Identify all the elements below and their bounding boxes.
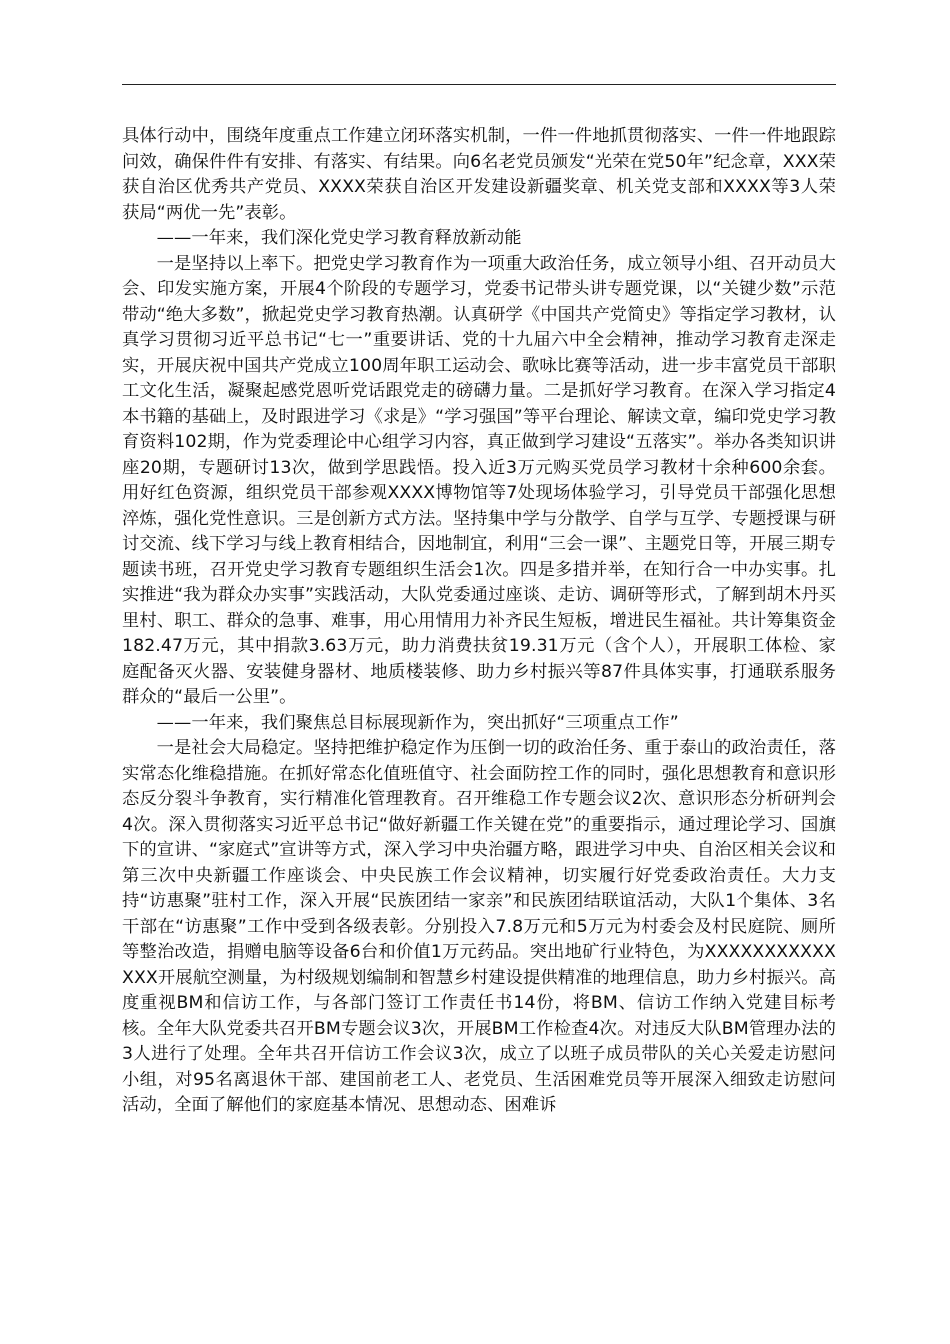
paragraph: 一是社会大局稳定。坚持把维护稳定作为压倒一切的政治任务、重于泰山的政治责任，落实常态化维稳措施。在抓好常态化值班值守、社会面防控工作的同时，强化思想教育和意识形态反分裂斗争教育，实行精准化管理教育。召开维稳工作专题会议2次、意识形态分析研判会4次。深入贯彻落实习近平总书记“做好新疆工作关键在党”的重要指示，通过理论学习、国旗下的宣讲、“家庭式”宣讲等方式，深入学习中央治疆方略，跟进学习中央、自治区相关会议和第三次中央新疆工作座谈会、中央民族工作会议精神，切实履行好党委政治责任。大力支持“访惠聚”驻村工作，深入开展“民族团结一家亲”和民族团结联谊活动，大队1个集体、3名干部在“访惠聚”工作中受到各级表彰。分别投入7.8万元和5万元为村委会及村民庭院、厕所等整治改造，捐赠电脑等设备6台和价值1万元药品。突出地矿行业特色，为XXXXXXXXXXXXXX开展航空测量，为村级规划编制和智慧乡村建设提供精准的地理信息，助力乡村振兴。高度重视BM和信访工作，与各部门签订工作责任书14份，将BM、信访工作纳入党建目标考核。全年大队党委共召开BM专题会议3次，开展BM工作检查4次。对违反大队BM管理办法的3人进行了处理。全年共召开信访工作会议3次，成立了以班子成员带队的关心关爱走访慰问小组，对95名离退休干部、建国前老工人、老党员、生活困难党员等开展深入细致走访慰问活动，全面了解他们的家庭基本情况、思想动态、困难诉: [122, 738, 836, 1115]
header-rule: [122, 84, 836, 85]
paragraph: 一是坚持以上率下。把党史学习教育作为一项重大政治任务，成立领导小组、召开动员大会、印发实施方案，开展4个阶段的专题学习，党委书记带头讲专题党课，以“关键少数”示范带动“绝大多数”，掀起党史学习教育热潮。认真研学《中国共产党简史》等指定学习教材，认真学习贯彻习近平总书记“七一”重要讲话、党的十九届六中全会精神，推动学习教育走深走实，开展庆祝中国共产党成立100周年职工运动会、歌咏比赛等活动，进一步丰富党员干部职工文化生活，凝聚起感党恩听党话跟党走的磅礴力量。二是抓好学习教育。在深入学习指定4本书籍的基础上，及时跟进学习《求是》“学习强国”等平台理论、解读文章，编印党史学习教育资料102期，作为党委理论中心组学习内容，真正做到学习建设“五落实”。举办各类知识讲座20期，专题研讨13次，做到学思践悟。投入近3万元购买党员学习教材十余种600余套。用好红色资源，组织党员干部参观XXXX博物馆等7处现场体验学习，引导党员干部强化思想淬炼，强化党性意识。三是创新方式方法。坚持集中学与分散学、自学与互学、专题授课与研讨交流、线下学习与线上教育相结合，因地制宜，利用“三会一课”、主题党日等，开展三期专题读书班，召开党史学习教育专题组织生活会1次。四是多措并举，在知行合一中办实事。扎实推进“我为群众办实事”实践活动，大队党委通过座谈、走访、调研等形式，了解到胡木丹买里村、职工、群众的急事、难事，用心用情用力补齐民生短板，增进民生福祉。共计筹集资金182.47万元，其中捐款3.63万元，助力消费扶贫19.31万元（含个人），开展职工体检、家庭配备灭火器、安装健身器材、地质楼装修、助力乡村振兴等87件具体实事，打通联系服务群众的“最后一公里”。: [122, 253, 836, 707]
section-heading: ——一年来，我们聚焦总目标展现新作为，突出抓好“三项重点工作”: [156, 712, 679, 733]
section-heading: ——一年来，我们深化党史学习教育释放新动能: [156, 228, 522, 248]
paragraph: 具体行动中，围绕年度重点工作建立闭环落实机制，一件一件地抓贯彻落实、一件一件地跟踪问效，确保件件有安排、有落实、有结果。向6名老党员颁发“光荣在党50年”纪念章，XXX荣获自治区优秀共产党员、XXXX荣获自治区开发建设新疆奖章、机关党支部和XXXX等3人荣获局“两优一先”表彰。: [122, 126, 836, 223]
body-text: [122, 124, 836, 1119]
